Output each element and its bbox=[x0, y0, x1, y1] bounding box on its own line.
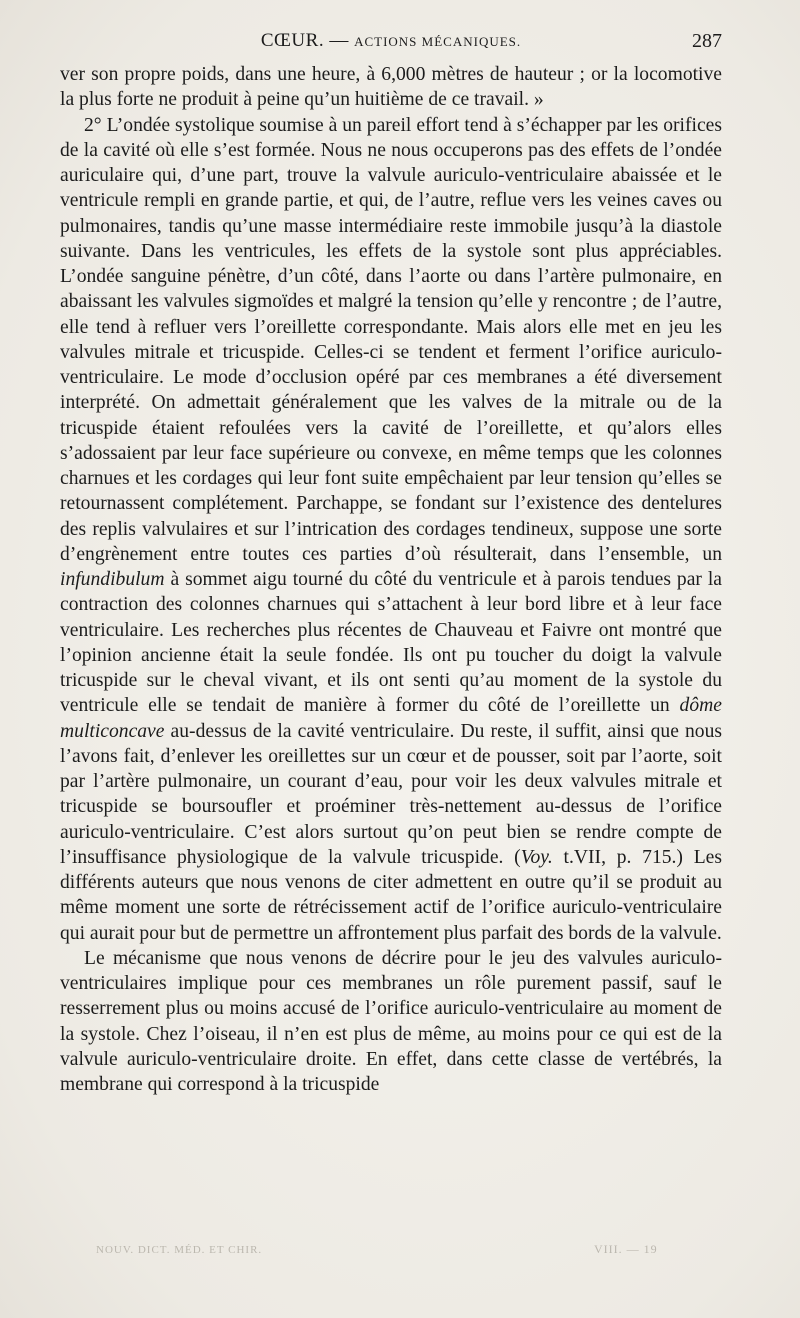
footer-signature-right: VIII. — 19 bbox=[594, 1242, 658, 1256]
body-text bbox=[60, 62, 722, 1097]
header-title: CŒUR. bbox=[260, 30, 325, 51]
italic-text: dôme multiconcave bbox=[60, 695, 722, 742]
paragraph bbox=[60, 113, 722, 946]
text-run: ver son propre poids, dans une heure, à 6,000 mètres de hauteur ; or la locomotive la plus forte ne produit à peine qu’un huitième de ce travail. » bbox=[60, 64, 722, 111]
paragraph bbox=[60, 62, 722, 113]
footer-signature-left: NOUV. DICT. MÉD. ET CHIR. bbox=[96, 1244, 263, 1256]
text-run: t.VII, p. 715.) Les différents auteurs que nous venons de citer admettent en outre qu’il se produit au même moment une sorte de rétrécissement actif de l’orifice auriculo-ventriculaire qui aurait pour but de permettre un affrontement plus parfait des bords de la valvule. bbox=[60, 846, 722, 944]
page-number: 287 bbox=[692, 30, 722, 52]
text-run: 2° L’ondée systolique soumise à un pareil effort tend à s’échapper par les orifices de la cavité où elle s’est formée. Nous ne nous occuperons pas des effets de l’ondée auriculaire qui, d’une part, trouve la valvule auriculo-ventriculaire abaissée et le ventricule rempli en grande partie, et qui, de l’autre, reflue vers les veines caves ou pulmonaires, tandis qu’une masse intermédiaire reste immobile jusqu’à la diastole suivante. Dans les ventricules, les effets de la systole sont plus appréciables. L’ondée sanguine pénètre, d’un côté, dans l’aorte ou dans l’artère pulmonaire, en abaissant les valvules sigmoïdes et malgré la tension qu’elle y rencontre ; de l’autre, elle tend à refluer vers l’oreillette correspondante. Mais alors elle met en jeu les valvules mitrale et tricuspide. Celles-ci se tendent et ferment l’orifice auriculo-ventriculaire. Le mode d’occlusion opéré par ces membranes a été diversement interprété. On admettait généralement que les valves de la mitrale ou de la tricuspide étaient refoulées vers la cavité de l’oreillette, et qu’alors elles s’adossaient par leur face supérieure ou convexe, en même temps que les colonnes charnues et les cordages qui leur font suite empêchaient par leur tension qu’elles se retournassent complétement. Parchappe, se fondant sur l’existence des dentelures des replis valvulaires et sur l’intrication des cordages tendineux, suppose une sorte d’engrènement entre toutes ces parties d’où résulterait, dans l’ensemble, un bbox=[60, 114, 722, 565]
paragraph bbox=[60, 946, 722, 1098]
text-run: au-dessus de la cavité ventriculaire. Du reste, il suffit, ainsi que nous l’avons fait, d’enlever les oreillettes sur un cœur et de pousser, soit par l’aorte, soit par l’artère pulmonaire, un courant d’eau, pour voir les deux valvules mitrale et tricuspide se boursoufler et proéminer très-nettement au-dessus de l’orifice auriculo-ventriculaire. C’est alors surtout qu’on peut bien se rendre compte de l’insuffisance physiologique de la valvule tricuspide. ( bbox=[60, 720, 722, 868]
text-run: Le mécanisme que nous venons de décrire pour le jeu des valvules auriculo-ventriculaires implique pour ces membranes un rôle purement passif, sauf le resserrement plus ou moins accusé de l’orifice auriculo-ventriculaire au moment de la systole. Chez l’oiseau, il n’en est plus de même, au moins pour ce qui est de la valvule auriculo-ventriculaire droite. En effet, dans cette classe de vertébrés, la membrane qui correspond à la tricuspide bbox=[60, 947, 722, 1095]
italic-text: Voy. bbox=[520, 846, 553, 868]
header-dash: — bbox=[329, 30, 349, 51]
italic-text: infundibulum bbox=[60, 569, 165, 590]
running-head bbox=[60, 30, 722, 56]
text-run: à sommet aigu tourné du côté du ventricule et à parois tendues par la contraction des colonnes charnues qui s’attachent à leur bord libre et à leur face ventriculaire. Les recherches plus récentes de Chauveau et Faivre ont montré que l’opinion ancienne était la seule fondée. Ils ont pu toucher du doigt la valvule tricuspide sur le cheval vivant, et ils ont senti qu’au moment de la systole du ventricule elle se tendait de manière à former du côté de l’oreillette un bbox=[60, 569, 722, 717]
running-head-title bbox=[60, 30, 722, 52]
header-subtitle: ACTIONS MÉCANIQUES. bbox=[354, 34, 522, 49]
